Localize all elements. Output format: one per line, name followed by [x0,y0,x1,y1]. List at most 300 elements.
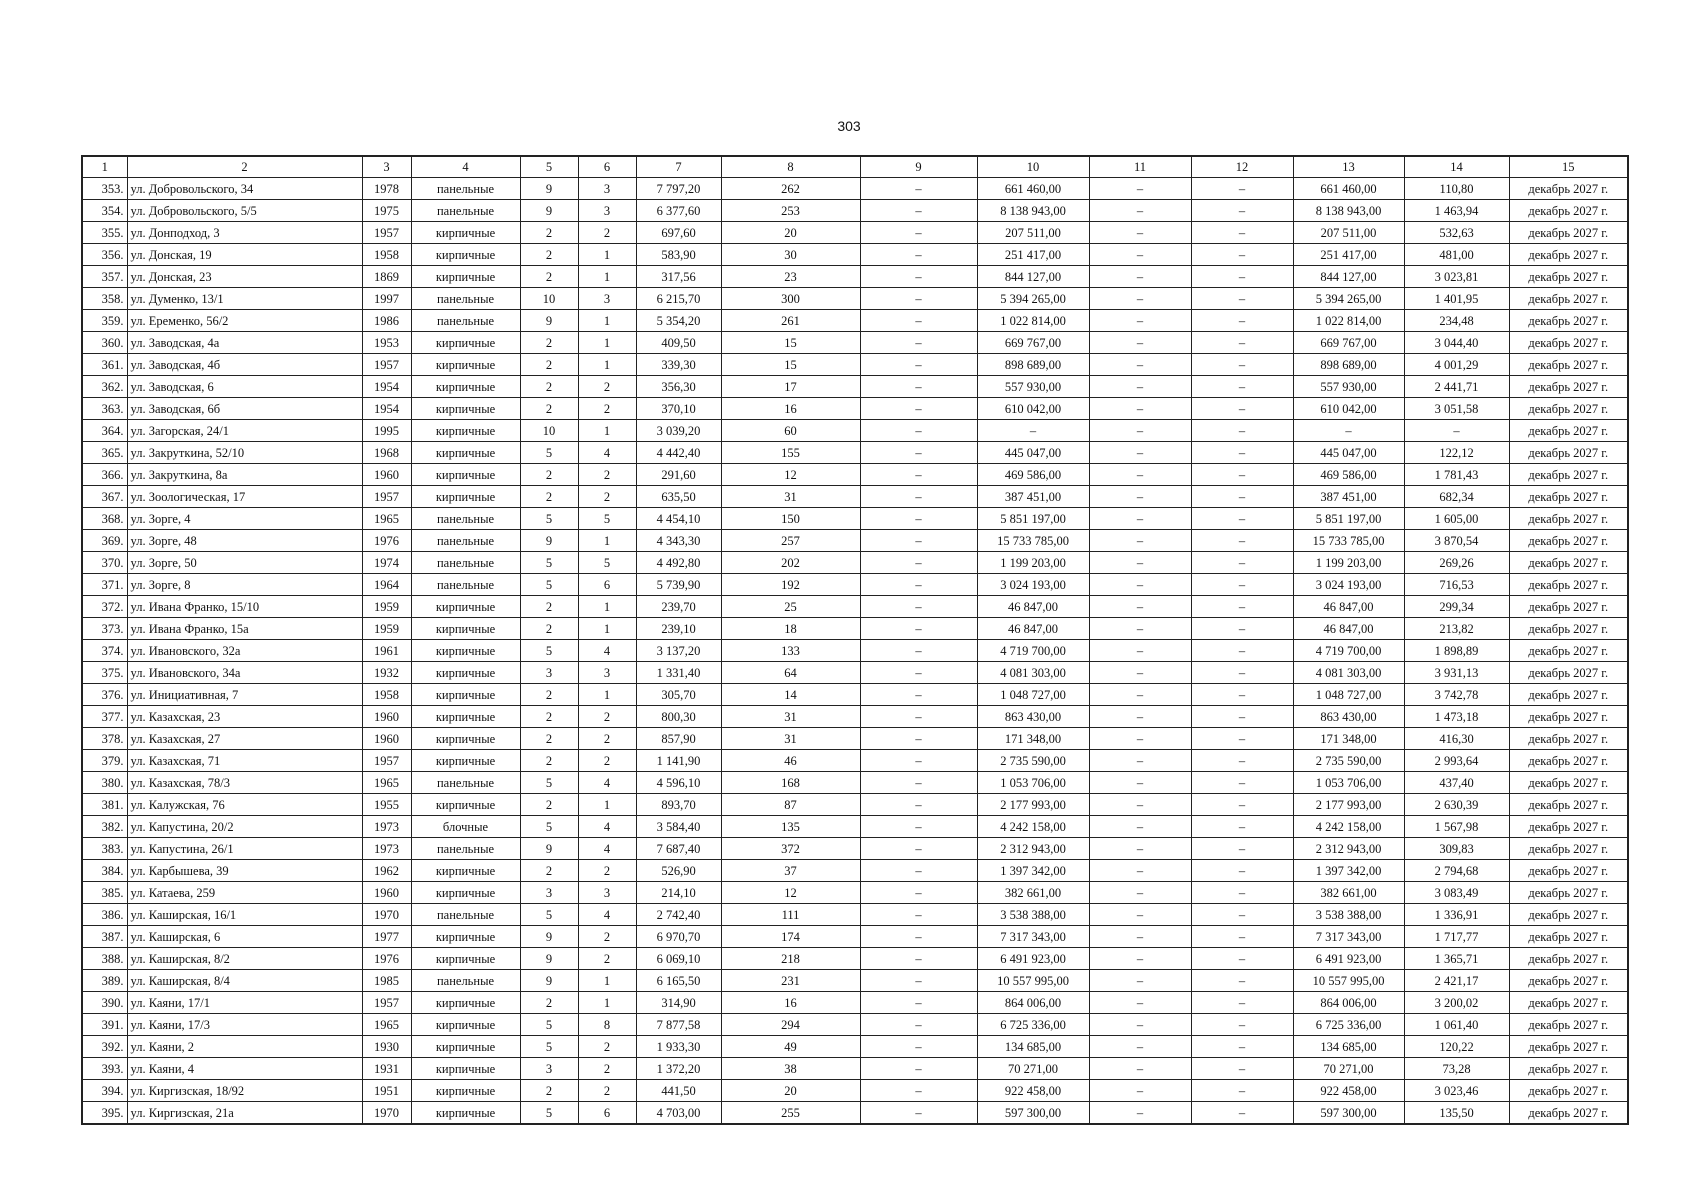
deadline-cell: декабрь 2027 г. [1509,728,1628,750]
address-cell: ул. Каширская, 6 [127,926,362,948]
col-12-cell: – [1191,948,1293,970]
floors-cell: 2 [520,244,578,266]
floors-cell: 2 [520,750,578,772]
floors-cell: 9 [520,178,578,200]
residents-cell: 37 [721,860,860,882]
residents-cell: 17 [721,376,860,398]
floors-cell: 2 [520,266,578,288]
residents-cell: 15 [721,332,860,354]
row-number-cell: 357. [82,266,127,288]
table-row [82,310,1628,332]
address-cell: ул. Закруткина, 8а [127,464,362,486]
col-12-cell: – [1191,266,1293,288]
cost-budget-cell: 6 725 336,00 [1293,1014,1404,1036]
row-number-cell: 356. [82,244,127,266]
entrances-cell: 1 [578,332,636,354]
col-11-cell: – [1089,442,1191,464]
col-11-cell: – [1089,1014,1191,1036]
col-11-cell: – [1089,244,1191,266]
residents-cell: 12 [721,882,860,904]
floors-cell: 9 [520,948,578,970]
col-12-cell: – [1191,772,1293,794]
col-11-cell: – [1089,310,1191,332]
cost-per-sqm-cell: 234,48 [1404,310,1509,332]
table-row [82,332,1628,354]
row-number-cell: 368. [82,508,127,530]
cost-per-sqm-cell: 1 473,18 [1404,706,1509,728]
floors-cell: 5 [520,1102,578,1125]
col-12-cell: – [1191,310,1293,332]
entrances-cell: 1 [578,596,636,618]
wall-material-cell: кирпичные [411,1102,520,1125]
cost-total-cell: 557 930,00 [977,376,1089,398]
col-12-cell: – [1191,662,1293,684]
row-number-cell: 377. [82,706,127,728]
area-cell: 1 372,20 [636,1058,721,1080]
row-number-cell: 361. [82,354,127,376]
area-cell: 339,30 [636,354,721,376]
cost-total-cell: 2 312 943,00 [977,838,1089,860]
address-cell: ул. Еременко, 56/2 [127,310,362,332]
cost-budget-cell: 864 006,00 [1293,992,1404,1014]
cost-total-cell: 7 317 343,00 [977,926,1089,948]
wall-material-cell: кирпичные [411,1036,520,1058]
floors-cell: 2 [520,376,578,398]
year-built-cell: 1977 [362,926,411,948]
address-cell: ул. Каяни, 4 [127,1058,362,1080]
entrances-cell: 2 [578,398,636,420]
cost-total-cell: 3 024 193,00 [977,574,1089,596]
address-cell: ул. Каяни, 17/1 [127,992,362,1014]
col-12-cell: – [1191,178,1293,200]
area-cell: 6 069,10 [636,948,721,970]
entrances-cell: 1 [578,684,636,706]
address-cell: ул. Карбышева, 39 [127,860,362,882]
wall-material-cell: кирпичные [411,662,520,684]
deadline-cell: декабрь 2027 г. [1509,794,1628,816]
entrances-cell: 5 [578,552,636,574]
deadline-cell: декабрь 2027 г. [1509,970,1628,992]
col-9-cell: – [860,618,977,640]
floors-cell: 5 [520,508,578,530]
col-12-cell: – [1191,486,1293,508]
floors-cell: 2 [520,684,578,706]
cost-per-sqm-cell: 1 781,43 [1404,464,1509,486]
entrances-cell: 1 [578,618,636,640]
col-12-cell: – [1191,882,1293,904]
col-11-cell: – [1089,772,1191,794]
col-9-cell: – [860,288,977,310]
deadline-cell: декабрь 2027 г. [1509,904,1628,926]
table-row [82,640,1628,662]
col-11-cell: – [1089,926,1191,948]
cost-budget-cell: 387 451,00 [1293,486,1404,508]
col-9-cell: – [860,398,977,420]
row-number-cell: 378. [82,728,127,750]
area-cell: 356,30 [636,376,721,398]
entrances-cell: 3 [578,200,636,222]
address-cell: ул. Заводская, 4б [127,354,362,376]
wall-material-cell: кирпичные [411,464,520,486]
cost-per-sqm-cell: 682,34 [1404,486,1509,508]
year-built-cell: 1951 [362,1080,411,1102]
entrances-cell: 1 [578,420,636,442]
col-12-cell: – [1191,222,1293,244]
col-9-cell: – [860,332,977,354]
col-11-cell: – [1089,904,1191,926]
col-12-cell: – [1191,596,1293,618]
floors-cell: 9 [520,926,578,948]
col-9-cell: – [860,816,977,838]
cost-budget-cell: 5 394 265,00 [1293,288,1404,310]
row-number-cell: 372. [82,596,127,618]
area-cell: 4 442,40 [636,442,721,464]
floors-cell: 2 [520,486,578,508]
residents-cell: 300 [721,288,860,310]
wall-material-cell: кирпичные [411,750,520,772]
deadline-cell: декабрь 2027 г. [1509,816,1628,838]
entrances-cell: 1 [578,244,636,266]
address-cell: ул. Донская, 19 [127,244,362,266]
row-number-cell: 353. [82,178,127,200]
address-cell: ул. Казахская, 23 [127,706,362,728]
col-9-cell: – [860,772,977,794]
col-11-cell: – [1089,530,1191,552]
deadline-cell: декабрь 2027 г. [1509,750,1628,772]
year-built-cell: 1959 [362,618,411,640]
table-row [82,288,1628,310]
cost-total-cell: 669 767,00 [977,332,1089,354]
column-header: 2 [127,156,362,178]
deadline-cell: декабрь 2027 г. [1509,288,1628,310]
col-9-cell: – [860,1014,977,1036]
col-11-cell: – [1089,288,1191,310]
entrances-cell: 2 [578,1080,636,1102]
row-number-cell: 358. [82,288,127,310]
cost-budget-cell: 207 511,00 [1293,222,1404,244]
area-cell: 5 354,20 [636,310,721,332]
col-12-cell: – [1191,530,1293,552]
entrances-cell: 2 [578,376,636,398]
wall-material-cell: панельные [411,200,520,222]
cost-total-cell: 661 460,00 [977,178,1089,200]
wall-material-cell: кирпичные [411,1058,520,1080]
floors-cell: 5 [520,442,578,464]
entrances-cell: 1 [578,310,636,332]
col-9-cell: – [860,794,977,816]
table-row [82,508,1628,530]
entrances-cell: 1 [578,992,636,1014]
row-number-cell: 395. [82,1102,127,1125]
wall-material-cell: панельные [411,772,520,794]
cost-total-cell: 2 735 590,00 [977,750,1089,772]
col-11-cell: – [1089,354,1191,376]
col-9-cell: – [860,574,977,596]
address-cell: ул. Добровольского, 5/5 [127,200,362,222]
cost-per-sqm-cell: 532,63 [1404,222,1509,244]
wall-material-cell: панельные [411,574,520,596]
housing-register-table [81,155,1629,1125]
table-row [82,596,1628,618]
entrances-cell: 2 [578,222,636,244]
deadline-cell: декабрь 2027 г. [1509,1058,1628,1080]
area-cell: 4 343,30 [636,530,721,552]
year-built-cell: 1957 [362,486,411,508]
year-built-cell: 1965 [362,508,411,530]
cost-budget-cell: 46 847,00 [1293,596,1404,618]
wall-material-cell: кирпичные [411,794,520,816]
col-12-cell: – [1191,398,1293,420]
deadline-cell: декабрь 2027 г. [1509,662,1628,684]
area-cell: 214,10 [636,882,721,904]
residents-cell: 253 [721,200,860,222]
cost-budget-cell: 382 661,00 [1293,882,1404,904]
area-cell: 3 039,20 [636,420,721,442]
cost-total-cell: 2 177 993,00 [977,794,1089,816]
col-9-cell: – [860,1102,977,1125]
row-number-cell: 371. [82,574,127,596]
residents-cell: 192 [721,574,860,596]
cost-budget-cell: 2 735 590,00 [1293,750,1404,772]
year-built-cell: 1960 [362,882,411,904]
entrances-cell: 2 [578,860,636,882]
address-cell: ул. Думенко, 13/1 [127,288,362,310]
cost-budget-cell: 1 199 203,00 [1293,552,1404,574]
cost-budget-cell: 1 397 342,00 [1293,860,1404,882]
col-11-cell: – [1089,728,1191,750]
area-cell: 6 377,60 [636,200,721,222]
col-9-cell: – [860,508,977,530]
residents-cell: 257 [721,530,860,552]
cost-per-sqm-cell: 1 365,71 [1404,948,1509,970]
residents-cell: 87 [721,794,860,816]
deadline-cell: декабрь 2027 г. [1509,244,1628,266]
address-cell: ул. Ивановского, 32а [127,640,362,662]
floors-cell: 2 [520,728,578,750]
deadline-cell: декабрь 2027 г. [1509,464,1628,486]
entrances-cell: 2 [578,926,636,948]
deadline-cell: декабрь 2027 г. [1509,574,1628,596]
cost-budget-cell: 844 127,00 [1293,266,1404,288]
year-built-cell: 1964 [362,574,411,596]
col-9-cell: – [860,838,977,860]
cost-per-sqm-cell: 3 742,78 [1404,684,1509,706]
col-11-cell: – [1089,640,1191,662]
residents-cell: 49 [721,1036,860,1058]
cost-per-sqm-cell: 3 023,46 [1404,1080,1509,1102]
cost-per-sqm-cell: 1 061,40 [1404,1014,1509,1036]
row-number-cell: 386. [82,904,127,926]
wall-material-cell: кирпичные [411,1080,520,1102]
wall-material-cell: кирпичные [411,266,520,288]
floors-cell: 5 [520,552,578,574]
floors-cell: 5 [520,904,578,926]
address-cell: ул. Загорская, 24/1 [127,420,362,442]
address-cell: ул. Заводская, 6б [127,398,362,420]
col-11-cell: – [1089,684,1191,706]
col-11-cell: – [1089,860,1191,882]
area-cell: 800,30 [636,706,721,728]
cost-per-sqm-cell: 2 441,71 [1404,376,1509,398]
table-row [82,244,1628,266]
deadline-cell: декабрь 2027 г. [1509,772,1628,794]
col-9-cell: – [860,684,977,706]
year-built-cell: 1973 [362,838,411,860]
area-cell: 4 454,10 [636,508,721,530]
column-header: 11 [1089,156,1191,178]
area-cell: 3 584,40 [636,816,721,838]
address-cell: ул. Казахская, 27 [127,728,362,750]
residents-cell: 30 [721,244,860,266]
area-cell: 635,50 [636,486,721,508]
table-row [82,772,1628,794]
year-built-cell: 1960 [362,464,411,486]
cost-total-cell: 1 397 342,00 [977,860,1089,882]
col-9-cell: – [860,464,977,486]
cost-budget-cell: 669 767,00 [1293,332,1404,354]
cost-total-cell: 597 300,00 [977,1102,1089,1125]
col-11-cell: – [1089,574,1191,596]
cost-budget-cell: 46 847,00 [1293,618,1404,640]
table-row [82,618,1628,640]
address-cell: ул. Каширская, 8/2 [127,948,362,970]
wall-material-cell: панельные [411,288,520,310]
area-cell: 2 742,40 [636,904,721,926]
address-cell: ул. Ивана Франко, 15а [127,618,362,640]
address-cell: ул. Катаева, 259 [127,882,362,904]
cost-per-sqm-cell: 3 083,49 [1404,882,1509,904]
residents-cell: 111 [721,904,860,926]
address-cell: ул. Каширская, 8/4 [127,970,362,992]
col-11-cell: – [1089,948,1191,970]
column-header: 7 [636,156,721,178]
deadline-cell: декабрь 2027 г. [1509,376,1628,398]
col-12-cell: – [1191,1014,1293,1036]
deadline-cell: декабрь 2027 г. [1509,618,1628,640]
cost-per-sqm-cell: 110,80 [1404,178,1509,200]
row-number-cell: 379. [82,750,127,772]
col-12-cell: – [1191,288,1293,310]
table-row [82,398,1628,420]
residents-cell: 25 [721,596,860,618]
floors-cell: 10 [520,288,578,310]
col-12-cell: – [1191,926,1293,948]
address-cell: ул. Закруткина, 52/10 [127,442,362,464]
cost-per-sqm-cell: 2 993,64 [1404,750,1509,772]
cost-total-cell: 1 053 706,00 [977,772,1089,794]
row-number-cell: 388. [82,948,127,970]
area-cell: 409,50 [636,332,721,354]
row-number-cell: 383. [82,838,127,860]
area-cell: 6 215,70 [636,288,721,310]
address-cell: ул. Каширская, 16/1 [127,904,362,926]
year-built-cell: 1961 [362,640,411,662]
col-12-cell: – [1191,816,1293,838]
entrances-cell: 4 [578,640,636,662]
row-number-cell: 375. [82,662,127,684]
table-row [82,376,1628,398]
cost-budget-cell: 251 417,00 [1293,244,1404,266]
col-12-cell: – [1191,1080,1293,1102]
floors-cell: 2 [520,596,578,618]
year-built-cell: 1953 [362,332,411,354]
row-number-cell: 367. [82,486,127,508]
cost-per-sqm-cell: 3 200,02 [1404,992,1509,1014]
cost-total-cell: – [977,420,1089,442]
wall-material-cell: панельные [411,904,520,926]
cost-per-sqm-cell: – [1404,420,1509,442]
floors-cell: 3 [520,662,578,684]
area-cell: 291,60 [636,464,721,486]
cost-total-cell: 10 557 995,00 [977,970,1089,992]
row-number-cell: 355. [82,222,127,244]
col-11-cell: – [1089,662,1191,684]
residents-cell: 155 [721,442,860,464]
cost-budget-cell: 597 300,00 [1293,1102,1404,1125]
floors-cell: 2 [520,1080,578,1102]
cost-total-cell: 1 022 814,00 [977,310,1089,332]
col-9-cell: – [860,178,977,200]
entrances-cell: 2 [578,1036,636,1058]
row-number-cell: 360. [82,332,127,354]
cost-budget-cell: 922 458,00 [1293,1080,1404,1102]
cost-total-cell: 863 430,00 [977,706,1089,728]
deadline-cell: декабрь 2027 г. [1509,508,1628,530]
col-12-cell: – [1191,992,1293,1014]
address-cell: ул. Донподход, 3 [127,222,362,244]
deadline-cell: декабрь 2027 г. [1509,992,1628,1014]
cost-total-cell: 207 511,00 [977,222,1089,244]
cost-budget-cell: 2 312 943,00 [1293,838,1404,860]
col-12-cell: – [1191,464,1293,486]
wall-material-cell: панельные [411,310,520,332]
area-cell: 1 933,30 [636,1036,721,1058]
cost-total-cell: 5 851 197,00 [977,508,1089,530]
column-header: 13 [1293,156,1404,178]
wall-material-cell: кирпичные [411,244,520,266]
deadline-cell: декабрь 2027 г. [1509,420,1628,442]
deadline-cell: декабрь 2027 г. [1509,838,1628,860]
area-cell: 526,90 [636,860,721,882]
area-cell: 4 703,00 [636,1102,721,1125]
area-cell: 7 797,20 [636,178,721,200]
year-built-cell: 1957 [362,222,411,244]
cost-per-sqm-cell: 1 717,77 [1404,926,1509,948]
col-11-cell: – [1089,618,1191,640]
entrances-cell: 2 [578,1058,636,1080]
area-cell: 239,10 [636,618,721,640]
floors-cell: 9 [520,970,578,992]
cost-total-cell: 8 138 943,00 [977,200,1089,222]
year-built-cell: 1958 [362,684,411,706]
area-cell: 4 492,80 [636,552,721,574]
col-9-cell: – [860,640,977,662]
cost-per-sqm-cell: 120,22 [1404,1036,1509,1058]
entrances-cell: 4 [578,772,636,794]
cost-per-sqm-cell: 2 630,39 [1404,794,1509,816]
area-cell: 3 137,20 [636,640,721,662]
cost-budget-cell: 15 733 785,00 [1293,530,1404,552]
residents-cell: 202 [721,552,860,574]
cost-total-cell: 469 586,00 [977,464,1089,486]
col-11-cell: – [1089,1080,1191,1102]
col-11-cell: – [1089,508,1191,530]
floors-cell: 2 [520,618,578,640]
cost-budget-cell: 8 138 943,00 [1293,200,1404,222]
table-row [82,222,1628,244]
col-11-cell: – [1089,750,1191,772]
col-9-cell: – [860,1080,977,1102]
